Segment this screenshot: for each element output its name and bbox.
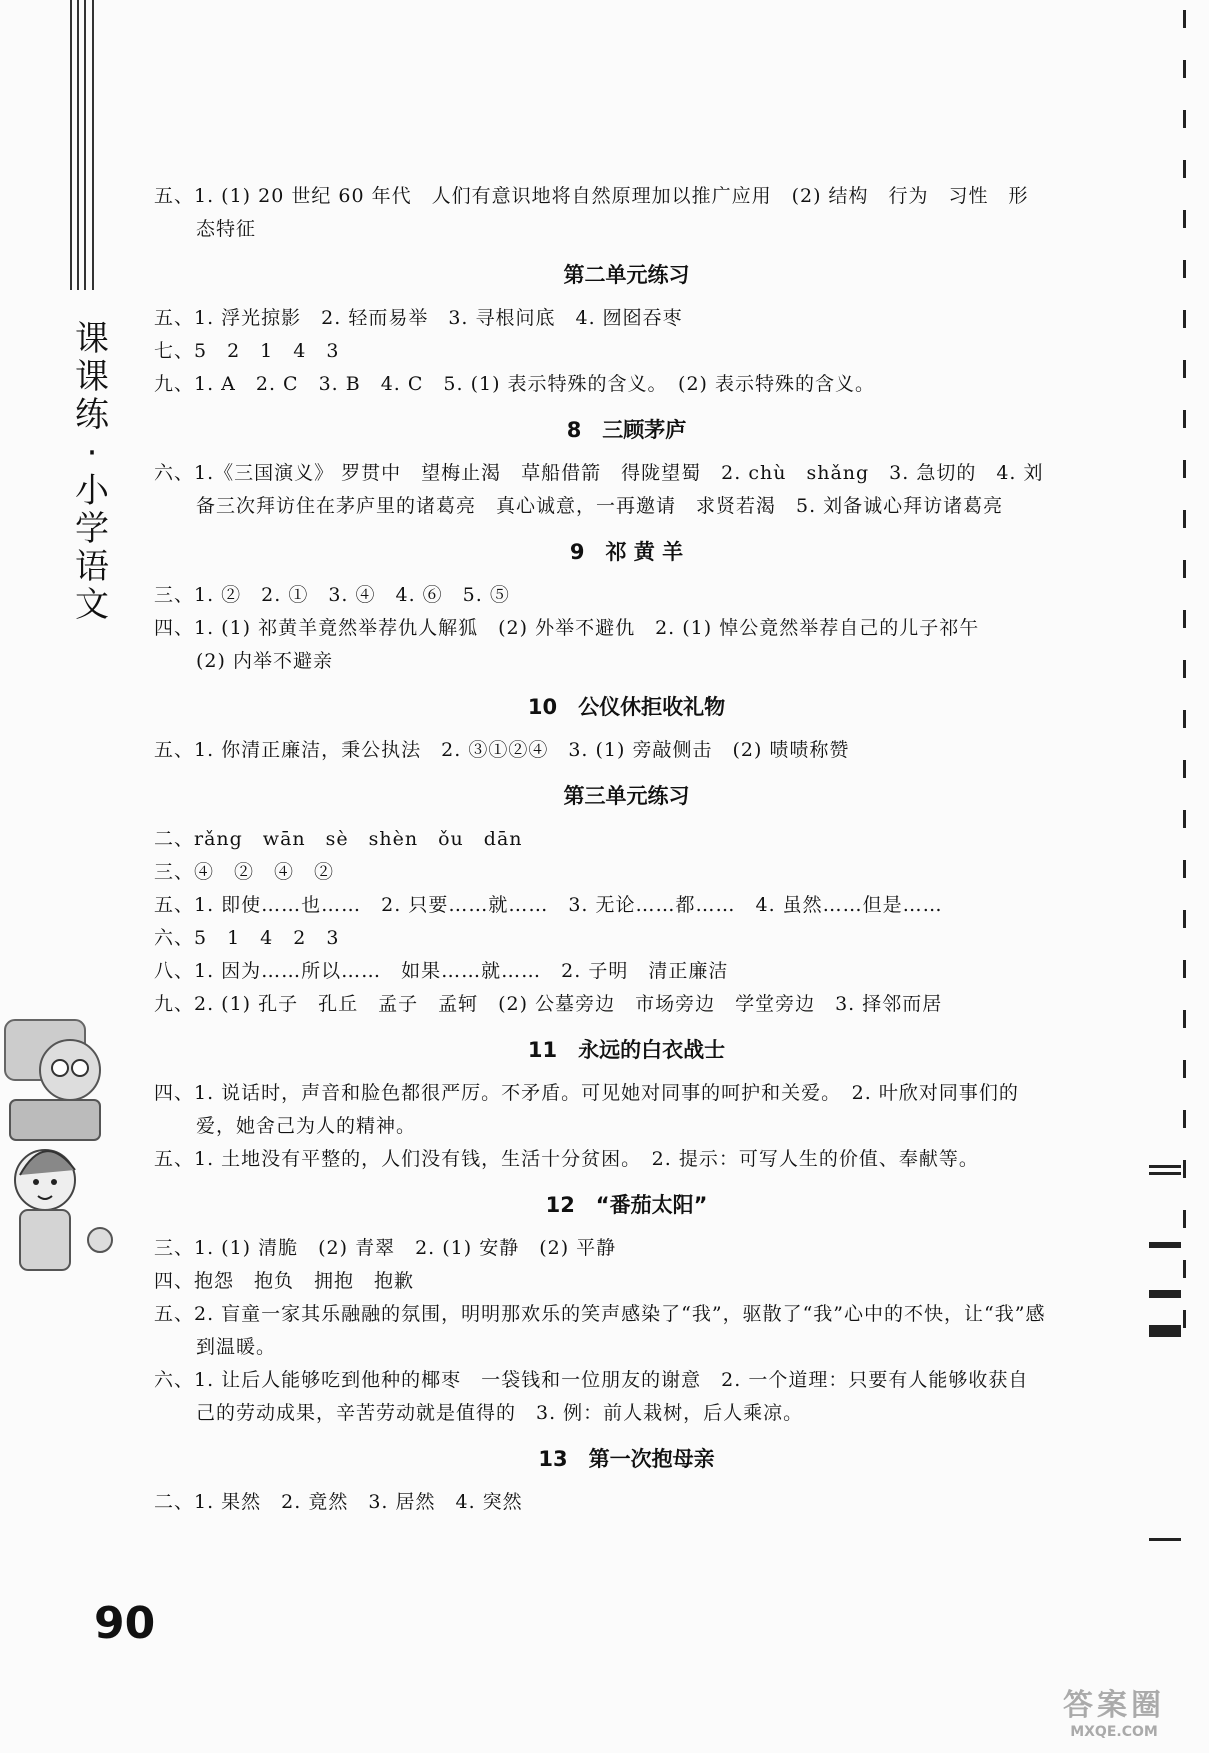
answer-line: 三、1. ② 2. ① 3. ④ 4. ⑥ 5. ⑤ <box>154 584 510 606</box>
section-heading: 9 祁 黄 羊 <box>569 540 684 564</box>
watermark-site: MXQE.COM <box>1070 1724 1158 1740</box>
answer-line: 己的劳动成果，辛苦劳动就是值得的 3. 例：前人栽树，后人乘凉。 <box>196 1402 804 1424</box>
cut-line-right <box>1171 0 1201 1753</box>
watermark-logo-text: 答案圈 <box>1063 1688 1165 1723</box>
answer-line: 八、1. 因为……所以…… 如果……就…… 2. 子明 清正廉洁 <box>154 960 729 982</box>
answer-line: 备三次拜访住在茅庐里的诸葛亮 真心诚意，一再邀请 求贤若渴 5. 刘备诚心拜访诸葛亮 <box>196 495 1004 517</box>
answer-line: 五、1. 即使……也…… 2. 只要……就…… 3. 无论……都…… 4. 虽然……但是…… <box>154 894 943 916</box>
answer-line: 六、1.《三国演义》 罗贯中 望梅止渴 草船借箭 得陇望蜀 2. chù shǎng 3. 急切的 4. 刘 <box>154 462 1044 484</box>
section-heading: 11 永远的白衣战士 <box>527 1038 726 1062</box>
spine-title: 课课练·小学语文 <box>75 319 109 625</box>
answer-line: (2) 内举不避亲 <box>196 650 333 672</box>
answer-line: 四、1. (1) 祁黄羊竟然举荐仇人解狐 (2) 外举不避仇 2. (1) 悼公竟然举荐自己的儿子祁午 <box>154 617 980 639</box>
side-tab-mark <box>1149 1172 1181 1175</box>
section-heading: 第二单元练习 <box>563 263 690 287</box>
left-decorative-rules <box>70 0 110 300</box>
answer-line: 七、5 2 1 4 3 <box>154 340 340 362</box>
section-heading: 第三单元练习 <box>563 784 690 808</box>
answer-line: 九、1. A 2. C 3. B 4. C 5. (1) 表示特殊的含义。 (2) 表示特殊的含义。 <box>154 373 876 395</box>
side-tab-mark <box>1149 1290 1181 1298</box>
answer-line: 五、1. (1) 20 世纪 60 年代 人们有意识地将自然原理加以推广应用 (2) 结构 行为 习性 形 <box>154 185 1029 207</box>
section-heading: 13 第一次抱母亲 <box>538 1447 715 1471</box>
side-tab-mark <box>1149 1538 1181 1541</box>
section-heading: 10 公仪休拒收礼物 <box>527 695 726 719</box>
answer-line: 四、1. 说话时，声音和脸色都很严厉。不矛盾。可见她对同事的呵护和关爱。 2. 叶欣对同事们的 <box>154 1082 1019 1104</box>
answer-line: 六、1. 让后人能够吃到他种的椰枣 一袋钱和一位朋友的谢意 2. 一个道理：只要有人能够收获自 <box>154 1369 1029 1391</box>
answer-line: 四、抱怨 抱负 拥抱 抱歉 <box>154 1270 415 1292</box>
answer-line: 到温暖。 <box>196 1336 277 1358</box>
side-tab-mark <box>1149 1165 1181 1168</box>
section-heading: 12 “番茄太阳” <box>545 1193 708 1217</box>
page-number: 90 <box>94 1598 156 1649</box>
side-tab-mark <box>1149 1242 1181 1248</box>
answer-line: 五、1. 土地没有平整的，人们没有钱，生活十分贫困。 2. 提示：可写人生的价值、奉献等。 <box>154 1148 979 1170</box>
answer-line: 二、rǎng wān sè shèn ǒu dān <box>154 828 523 850</box>
answer-line: 三、1. (1) 清脆 (2) 青翠 2. (1) 安静 (2) 平静 <box>154 1237 617 1259</box>
answer-line: 九、2. (1) 孔子 孔丘 孟子 孟轲 (2) 公墓旁边 市场旁边 学堂旁边 3. 择邻而居 <box>154 993 943 1015</box>
answer-line: 五、1. 浮光掠影 2. 轻而易举 3. 寻根问底 4. 囫囵吞枣 <box>154 307 683 329</box>
answer-line: 三、④ ② ④ ② <box>154 861 335 883</box>
answer-line: 五、2. 盲童一家其乐融融的氛围，明明那欢乐的笑声感染了“我”，驱散了“我”心中的不快，让“我”感 <box>154 1303 1046 1325</box>
answer-line: 态特征 <box>196 218 257 240</box>
side-tab-mark <box>1149 1325 1181 1337</box>
answer-content <box>154 180 1099 1519</box>
section-heading: 8 三顾茅庐 <box>566 418 687 442</box>
answer-line: 五、1. 你清正廉洁，秉公执法 2. ③①②④ 3. (1) 旁敲侧击 (2) 啧啧称赞 <box>154 739 850 761</box>
answer-line: 六、5 1 4 2 3 <box>154 927 340 949</box>
watermark <box>1039 1680 1189 1748</box>
cartoon-children-illustration <box>0 1010 140 1310</box>
answer-line: 二、1. 果然 2. 竟然 3. 居然 4. 突然 <box>154 1491 523 1513</box>
answer-line: 爱，她舍己为人的精神。 <box>196 1115 417 1137</box>
